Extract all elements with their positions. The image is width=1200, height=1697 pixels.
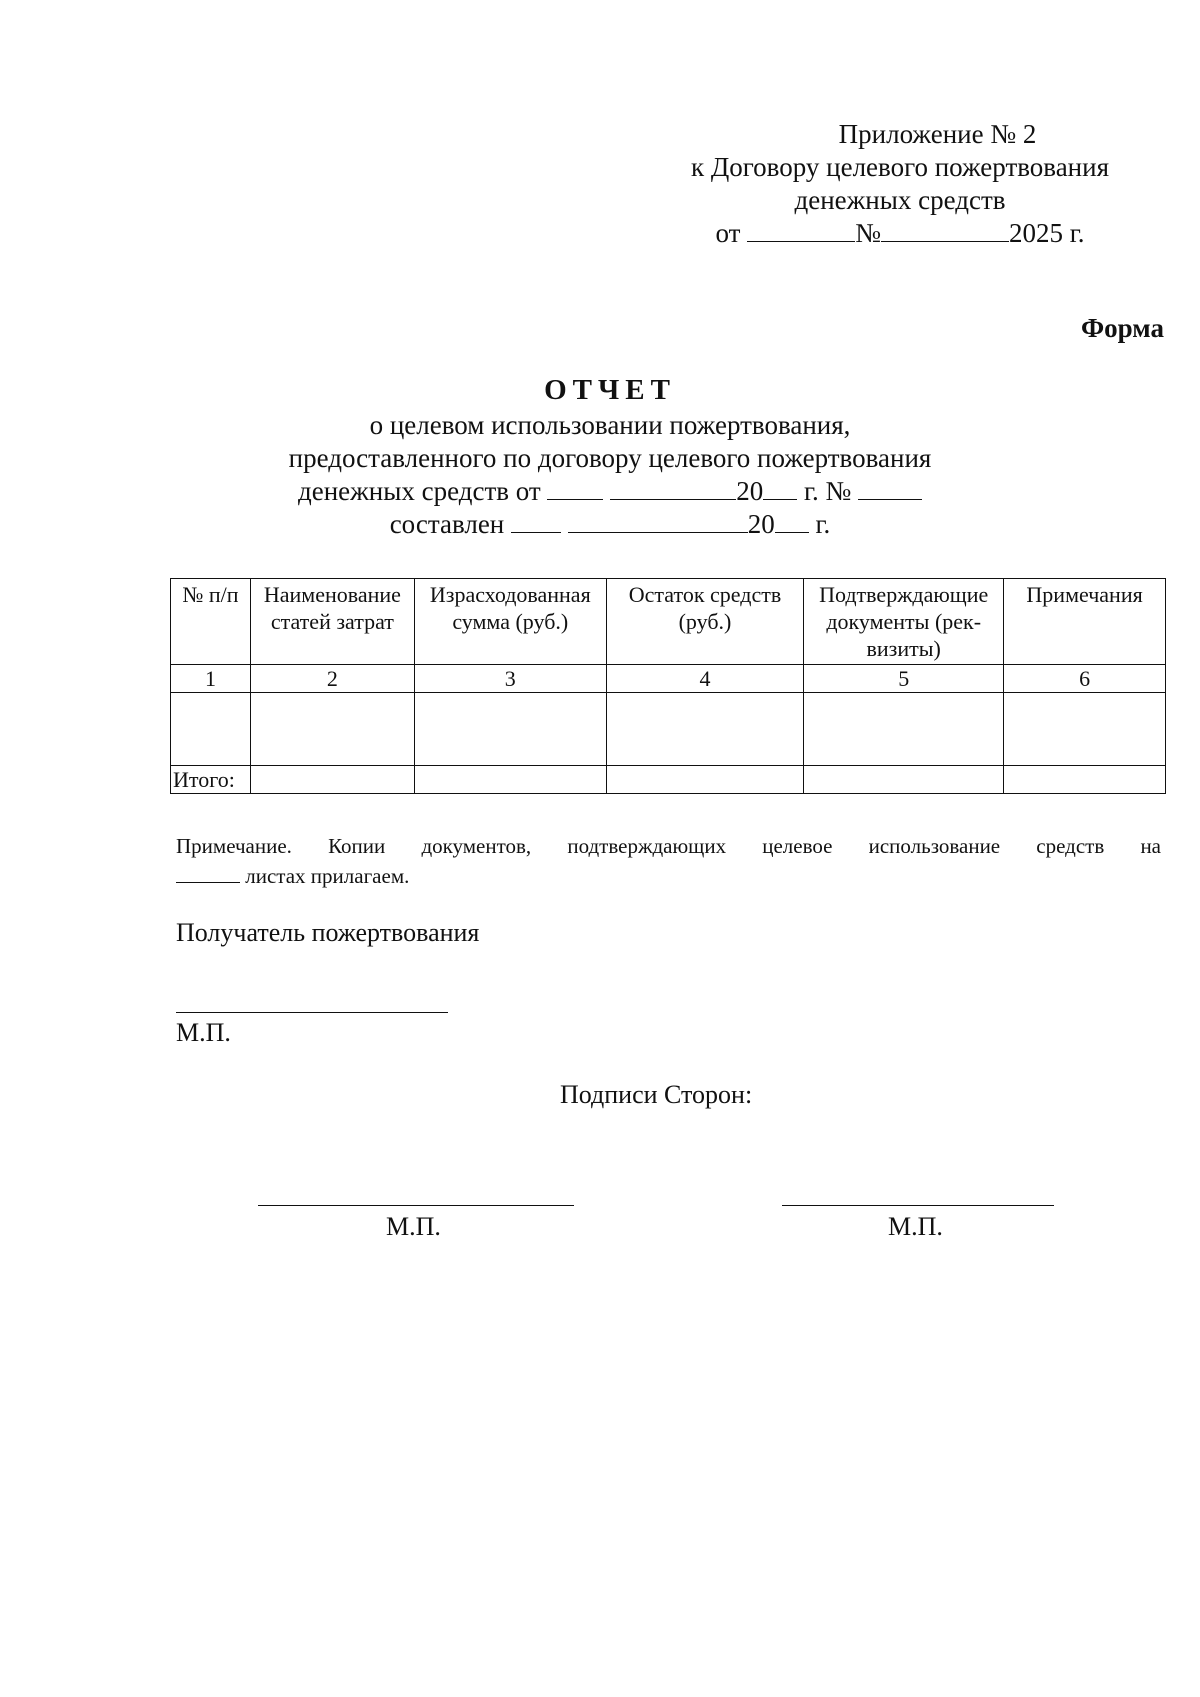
note-line2: листах прилагаем. [245,864,410,888]
report-compiled-line [200,508,1020,541]
signatures-label: Подписи Сторон: [560,1080,753,1109]
recipient-stamp-label: М.П. [176,1018,231,1047]
report-contract-date-line [200,475,1020,508]
appendix-date-prefix: от [715,218,741,248]
report-contract-number-label: г. № [803,476,852,506]
table-column-numbers-row [171,665,1166,693]
column-number: 5 [804,665,1004,693]
header-cell-documents: Подтверждающие документы (рек-визиты) [804,579,1004,665]
total-cell[interactable] [250,766,414,794]
column-number: 3 [414,665,606,693]
report-contract-year-prefix: 20 [736,476,764,506]
total-cell[interactable] [606,766,804,794]
column-number: 6 [1004,665,1166,693]
total-cell[interactable] [804,766,1004,794]
table-cell[interactable] [171,693,251,766]
report-contract-number-blank[interactable] [858,477,922,500]
report-compiled-year-prefix: 20 [747,509,775,539]
report-compiled-day-blank[interactable] [511,510,561,533]
appendix-contract-ref: к Договору целевого пожертвования [690,152,1109,182]
form-label: Форма [1080,313,1164,343]
note-line1: Примечание. Копии документов, подтверждающих целевое использование средств на [176,834,1161,858]
table-cell[interactable] [1004,693,1166,766]
note-line2-wrapper [176,861,409,891]
appendix-date-line [640,217,1160,250]
appendix-year: 2025 г. [1008,218,1085,248]
header-cell-number: № п/п [171,579,251,665]
report-contract-year-blank[interactable] [763,477,797,500]
total-cell[interactable] [1004,766,1166,794]
report-compiled-year-blank[interactable] [775,510,809,533]
party-right-signature-line[interactable] [782,1205,1054,1206]
report-subtitle-line2: предоставленного по договору целевого пожертвования [288,443,932,473]
table-cell[interactable] [804,693,1004,766]
header-cell-balance: Остаток средств (руб.) [606,579,804,665]
header-cell-item: Наименование статей затрат [250,579,414,665]
note-sheets-blank[interactable] [176,864,240,883]
party-left-signature-line[interactable] [258,1205,574,1206]
column-number: 2 [250,665,414,693]
table-total-row [171,766,1166,794]
header-cell-spent: Израсходованная сумма (руб.) [414,579,606,665]
total-cell[interactable] [414,766,606,794]
appendix-number: Приложение № 2 [838,119,1037,149]
table-cell[interactable] [606,693,804,766]
column-number: 4 [606,665,804,693]
report-heading: ОТЧЕТ [544,374,676,406]
appendix-contract-subject: денежных средств [794,185,1006,215]
total-label: Итого: [171,766,251,794]
column-number: 1 [171,665,251,693]
report-table [170,578,1166,794]
appendix-number-sign: № [855,218,881,248]
report-contract-day-blank[interactable] [547,477,603,500]
report-title-block [200,374,1020,541]
report-compiled-prefix: составлен [389,509,505,539]
table-row [171,693,1166,766]
party-right-stamp-label: М.П. [888,1212,943,1241]
table-cell[interactable] [250,693,414,766]
party-left-stamp-label: М.П. [386,1212,441,1241]
report-contract-date-prefix: денежных средств от [297,476,541,506]
table-cell[interactable] [414,693,606,766]
report-subtitle-line1: о целевом использовании пожертвования, [369,410,851,440]
report-compiled-suffix: г. [815,509,831,539]
table-header-row [171,579,1166,665]
appendix-header [640,118,1160,250]
appendix-date-blank[interactable] [747,219,855,242]
appendix-number-blank[interactable] [881,219,1009,242]
recipient-signature-line[interactable] [176,1012,448,1013]
header-cell-notes: Примечания [1004,579,1166,665]
report-compiled-month-blank[interactable] [568,510,748,533]
report-contract-month-blank[interactable] [610,477,736,500]
recipient-label: Получатель пожертвования [176,918,480,947]
